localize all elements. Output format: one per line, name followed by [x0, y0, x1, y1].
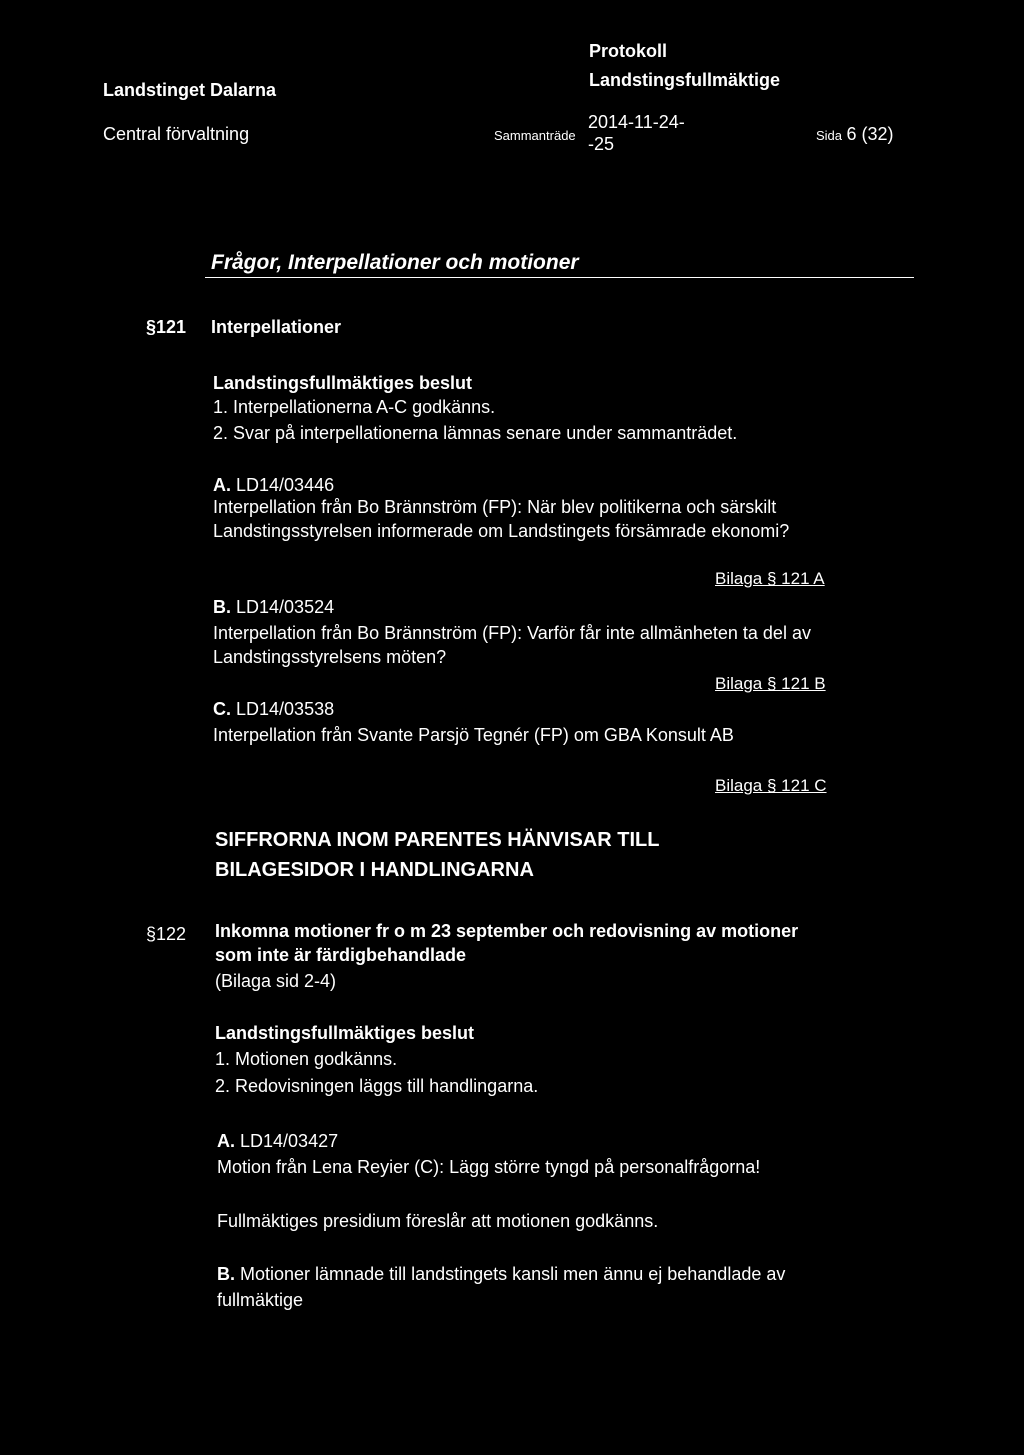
interpellation-c-header: [213, 699, 334, 720]
decision-item-121-2: 2. Svar på interpellationerna lämnas senare under sammanträdet.: [213, 423, 738, 443]
section-title: Frågor, Interpellationer och motioner: [211, 251, 579, 274]
motion-b-letter: B.: [217, 1264, 235, 1284]
decision-heading-122: Landstingsfullmäktiges beslut: [215, 1023, 475, 1043]
meeting-label: Sammanträde: [494, 128, 576, 143]
document-type: Protokoll: [589, 41, 668, 61]
department-name: Central förvaltning: [103, 124, 250, 144]
notice-line1: SIFFRORNA INOM PARENTES HÄNVISAR TILL: [215, 829, 660, 851]
interpellation-a-ref: LD14/03446: [236, 475, 335, 495]
motion-b-line1: [217, 1264, 785, 1285]
page-indicator: [816, 124, 894, 145]
motion-b-line2: fullmäktige: [217, 1290, 304, 1310]
interpellation-a-attachment: Bilaga § 121 A: [715, 569, 825, 588]
interpellation-a-line1: Interpellation från Bo Brännström (FP): När blev politikerna och särskilt: [213, 497, 777, 517]
notice-line2: BILAGESIDOR I HANDLINGARNA: [215, 859, 534, 881]
interpellation-b-ref: LD14/03524: [236, 597, 335, 617]
motion-a-letter: A.: [217, 1131, 235, 1151]
page-label: Sida: [816, 128, 843, 143]
interpellation-a-line2: Landstingsstyrelsen informerade om Landstingets försämrade ekonomi?: [213, 521, 790, 541]
interpellation-b-line2: Landstingsstyrelsens möten?: [213, 647, 447, 667]
paragraph-121-number: §121: [146, 317, 187, 337]
interpellation-a-header: [213, 475, 334, 496]
motion-b-text: Motioner lämnade till landstingets kansli men ännu ej behandlade av: [240, 1264, 786, 1284]
paragraph-122-title-line1: Inkomna motioner fr o m 23 september och redovisning av motioner: [215, 921, 799, 941]
interpellation-a-letter: A.: [213, 475, 231, 495]
organization-name: Landstinget Dalarna: [103, 80, 277, 100]
motion-a-header: [217, 1131, 338, 1152]
interpellation-b-attachment: Bilaga § 121 B: [715, 674, 826, 693]
interpellation-b-header: [213, 597, 334, 618]
page-number: 6 (32): [846, 124, 894, 144]
paragraph-122-subtitle: (Bilaga sid 2-4): [215, 971, 337, 991]
decision-heading-121: Landstingsfullmäktiges beslut: [213, 373, 473, 393]
decision-item-121-1: 1. Interpellationerna A-C godkänns.: [213, 397, 496, 417]
interpellation-c-letter: C.: [213, 699, 231, 719]
interpellation-c-line1: Interpellation från Svante Parsjö Tegnér (FP) om GBA Konsult AB: [213, 725, 734, 745]
title-rule: [205, 277, 914, 278]
paragraph-121-title: Interpellationer: [211, 317, 342, 337]
paragraph-122-number: §122: [146, 924, 187, 944]
motion-a-ref: LD14/03427: [240, 1131, 339, 1151]
paragraph-122-title-line2: som inte är färdigbehandlade: [215, 945, 467, 965]
meeting-date-line2: -25: [588, 134, 615, 154]
presidium-proposal: Fullmäktiges presidium föreslår att motionen godkänns.: [217, 1211, 659, 1231]
assembly-name: Landstingsfullmäktige: [589, 70, 781, 90]
decision-item-122-2: 2. Redovisningen läggs till handlingarna.: [215, 1076, 539, 1096]
motion-a-line: Motion från Lena Reyier (C): Lägg större tyngd på personalfrågorna!: [217, 1157, 761, 1177]
interpellation-c-ref: LD14/03538: [236, 699, 335, 719]
decision-item-122-1: 1. Motionen godkänns.: [215, 1049, 398, 1069]
interpellation-b-line1: Interpellation från Bo Brännström (FP): Varför får inte allmänheten ta del av: [213, 623, 811, 643]
interpellation-b-letter: B.: [213, 597, 231, 617]
interpellation-c-attachment: Bilaga § 121 C: [715, 776, 827, 795]
meeting-date-line1: 2014-11-24-: [588, 112, 685, 132]
